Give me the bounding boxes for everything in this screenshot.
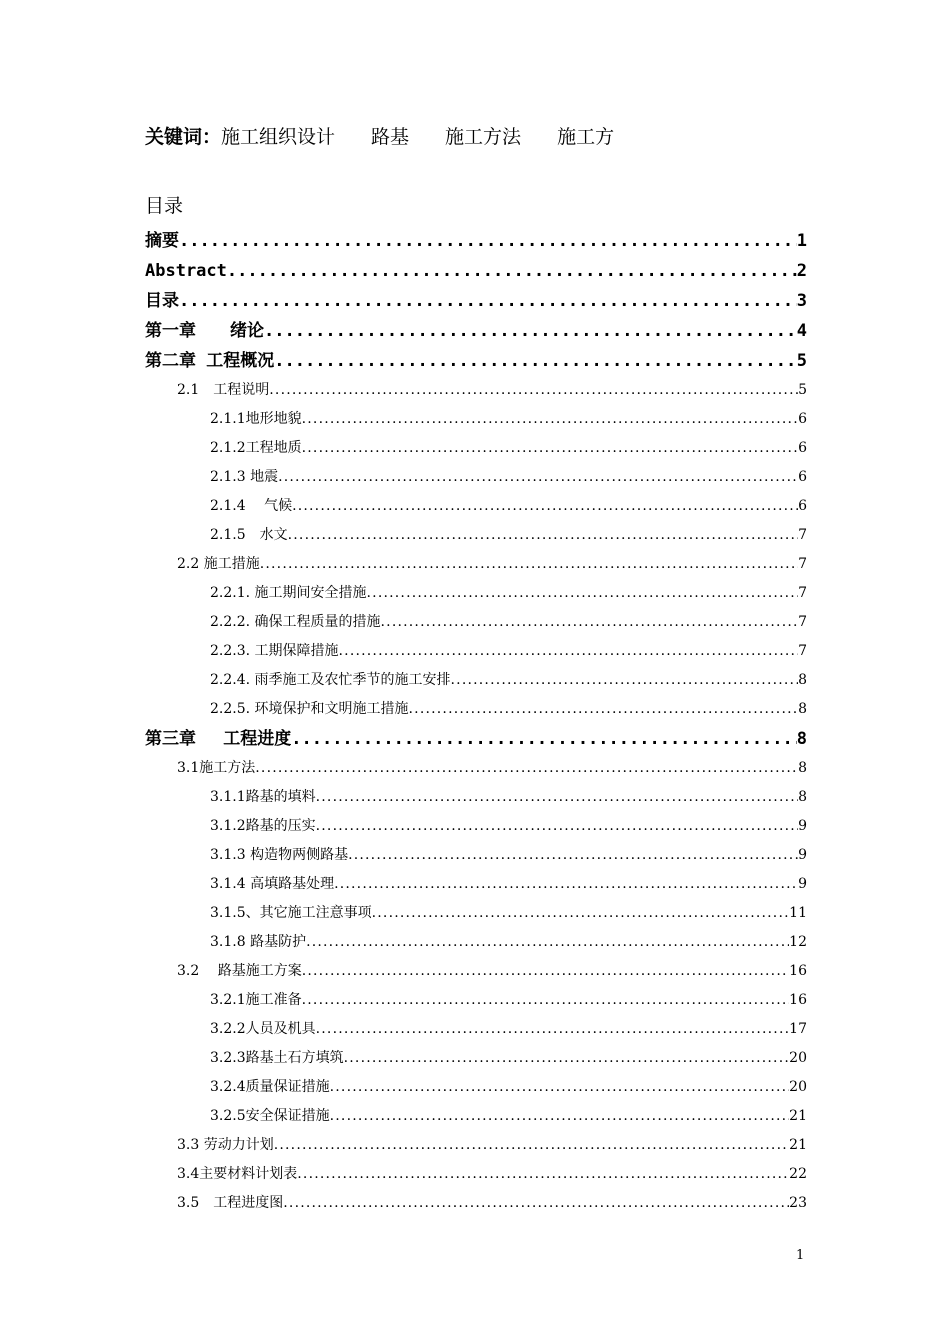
toc-entry[interactable] — [145, 812, 807, 841]
toc-entry-page: 7 — [798, 556, 807, 572]
toc-entry-page: 6 — [798, 498, 807, 514]
toc-entry-title: 3.2.2人员及机具 — [210, 1021, 316, 1037]
toc-entry[interactable] — [145, 1044, 807, 1073]
toc-entry-page: 6 — [798, 411, 807, 427]
toc-leader-dots — [179, 286, 797, 316]
keyword-item: 路基 — [371, 126, 410, 148]
toc-leader-dots — [344, 1044, 790, 1073]
toc-leader-dots — [330, 1073, 790, 1102]
toc-entry[interactable] — [145, 405, 807, 434]
toc-entry-title: 3.1.3 构造物两侧路基 — [210, 847, 349, 863]
toc-entry[interactable] — [145, 724, 807, 754]
toc-entry-title: 第二章 工程概况 — [145, 351, 275, 371]
toc-entry-title: 第三章 工程进度 — [145, 729, 292, 749]
toc-entry-page: 20 — [789, 1050, 807, 1066]
toc-leader-dots — [306, 928, 789, 957]
toc-entry[interactable] — [145, 286, 807, 316]
toc-entry-page: 1 — [796, 231, 807, 251]
toc-entry[interactable] — [145, 434, 807, 463]
toc-entry-page: 16 — [789, 963, 807, 979]
toc-leader-dots — [451, 666, 799, 695]
toc-entry-title: 目录 — [145, 291, 179, 311]
toc-entry[interactable] — [145, 346, 807, 376]
toc-entry-title: 3.2.5安全保证措施 — [210, 1108, 330, 1124]
toc-entry-title: 2.1.4 气候 — [210, 498, 293, 514]
toc-entry-title: 3.2.1施工准备 — [210, 992, 302, 1008]
toc-entry-title: Abstract — [145, 261, 227, 281]
toc-entry-page: 20 — [789, 1079, 807, 1095]
toc-entry[interactable] — [145, 1015, 807, 1044]
toc-entry-page: 7 — [798, 614, 807, 630]
toc-entry-title: 3.1.2路基的压实 — [210, 818, 316, 834]
toc-entry[interactable] — [145, 376, 807, 405]
toc-entry-page: 5 — [796, 351, 807, 371]
toc-entry-title: 3.4主要材料计划表 — [177, 1166, 298, 1182]
toc-leader-dots — [302, 434, 798, 463]
toc-leader-dots — [255, 754, 798, 783]
toc-leader-dots — [316, 812, 798, 841]
toc-entry[interactable] — [145, 226, 807, 256]
toc-entry[interactable] — [145, 550, 807, 579]
toc-entry[interactable] — [145, 1131, 807, 1160]
toc-entry[interactable] — [145, 957, 807, 986]
toc-leader-dots — [227, 256, 797, 286]
toc-entry-title: 2.2.5. 环境保护和文明施工措施 — [210, 701, 409, 717]
toc-entry-page: 9 — [798, 847, 807, 863]
toc-entry-title: 2.2.4. 雨季施工及农忙季节的施工安排 — [210, 672, 451, 688]
toc-entry-page: 7 — [798, 527, 807, 543]
toc-entry[interactable] — [145, 316, 807, 346]
toc-entry[interactable] — [145, 1073, 807, 1102]
toc-leader-dots — [316, 783, 798, 812]
toc-leader-dots — [302, 986, 790, 1015]
toc-entry-page: 8 — [798, 760, 807, 776]
keyword-item: 施工方 — [557, 126, 615, 148]
toc-entry-title: 第一章 绪论 — [145, 321, 264, 341]
toc-entry[interactable] — [145, 637, 807, 666]
toc-leader-dots — [367, 579, 799, 608]
toc-leader-dots — [381, 608, 799, 637]
toc-entry-title: 3.1.5、其它施工注意事项 — [210, 905, 372, 921]
toc-leader-dots — [302, 957, 789, 986]
toc-leader-dots — [409, 695, 799, 724]
toc-entry-title: 2.2.3. 工期保障措施 — [210, 643, 339, 659]
toc-leader-dots — [297, 1160, 789, 1189]
toc-entry[interactable] — [145, 463, 807, 492]
toc-leader-dots — [291, 724, 797, 754]
toc-leader-dots — [339, 637, 799, 666]
toc-entry-page: 8 — [798, 672, 807, 688]
toc-entry-page: 21 — [789, 1108, 807, 1124]
toc-leader-dots — [292, 492, 798, 521]
toc-entry-page: 11 — [789, 905, 807, 921]
toc-entry[interactable] — [145, 256, 807, 286]
toc-entry-title: 3.2 路基施工方案 — [177, 963, 302, 979]
toc-entry-title: 2.2 施工措施 — [177, 556, 260, 572]
toc-entry-page: 3 — [796, 291, 807, 311]
toc-entry-page: 7 — [798, 643, 807, 659]
toc-leader-dots — [348, 841, 798, 870]
toc-entry[interactable] — [145, 754, 807, 783]
toc-leader-dots — [316, 1015, 790, 1044]
toc-entry-title: 3.2.3路基土石方填筑 — [210, 1050, 344, 1066]
toc-entry-title: 3.5 工程进度图 — [177, 1195, 284, 1211]
toc-entry[interactable] — [145, 579, 807, 608]
toc-entry-page: 8 — [798, 789, 807, 805]
toc-entry-title: 2.1.2工程地质 — [210, 440, 302, 456]
toc-entry-title: 3.1.1路基的填料 — [210, 789, 316, 805]
toc-entry-page: 9 — [798, 876, 807, 892]
toc-entry[interactable] — [145, 666, 807, 695]
toc-entry-title: 2.1.5 水文 — [210, 527, 288, 543]
toc-entry-title: 2.2.2. 确保工程质量的措施 — [210, 614, 381, 630]
toc-leader-dots — [334, 870, 798, 899]
toc-entry-page: 7 — [798, 585, 807, 601]
toc-entry[interactable] — [145, 1102, 807, 1131]
toc-entry-page: 4 — [796, 321, 807, 341]
toc-entry-page: 9 — [798, 818, 807, 834]
toc-entry-page: 16 — [789, 992, 807, 1008]
toc-leader-dots — [260, 550, 798, 579]
toc-entry[interactable] — [145, 783, 807, 812]
toc-entry-title: 3.2.4质量保证措施 — [210, 1079, 330, 1095]
toc-leader-dots — [269, 376, 798, 405]
toc-entry-page: 22 — [789, 1166, 807, 1182]
toc-entry-page: 8 — [796, 729, 807, 749]
toc-leader-dots — [278, 463, 798, 492]
toc-entry-title: 2.1 工程说明 — [177, 382, 270, 398]
toc-entry-page: 8 — [798, 701, 807, 717]
toc-entry-title: 摘要 — [145, 231, 179, 251]
toc-entry-title: 3.1.8 路基防护 — [210, 934, 307, 950]
toc-entry-page: 5 — [798, 382, 807, 398]
keywords-line — [145, 124, 650, 150]
toc-entry[interactable] — [145, 492, 807, 521]
toc-entry-page: 23 — [789, 1195, 807, 1211]
toc-entry[interactable] — [145, 1160, 807, 1189]
toc-entry[interactable] — [145, 928, 807, 957]
toc-entry[interactable] — [145, 521, 807, 550]
toc-entry-title: 2.1.1地形地貌 — [210, 411, 302, 427]
toc-leader-dots — [283, 1189, 789, 1218]
page-number: 1 — [796, 1248, 805, 1263]
keywords-label: 关键词： — [145, 126, 222, 148]
toc-leader-dots — [372, 899, 790, 928]
toc-leader-dots — [179, 226, 797, 256]
toc-leader-dots — [264, 316, 797, 346]
toc-leader-dots — [302, 405, 798, 434]
toc-entry-title: 2.2.1. 施工期间安全措施 — [210, 585, 367, 601]
table-of-contents — [145, 226, 807, 1218]
keyword-item: 施工方法 — [445, 126, 522, 148]
toc-entry[interactable] — [145, 695, 807, 724]
toc-entry[interactable] — [145, 986, 807, 1015]
toc-entry-title: 3.1施工方法 — [177, 760, 256, 776]
toc-entry[interactable] — [145, 1189, 807, 1218]
toc-entry[interactable] — [145, 841, 807, 870]
toc-leader-dots — [288, 521, 798, 550]
toc-entry[interactable] — [145, 608, 807, 637]
toc-entry-page: 17 — [789, 1021, 807, 1037]
toc-leader-dots — [274, 346, 797, 376]
toc-leader-dots — [330, 1102, 790, 1131]
toc-entry[interactable] — [145, 870, 807, 899]
toc-entry-page: 12 — [789, 934, 807, 950]
toc-entry-title: 2.1.3 地震 — [210, 469, 279, 485]
keyword-item: 施工组织设计 — [221, 126, 336, 148]
toc-leader-dots — [274, 1131, 789, 1160]
toc-entry-page: 6 — [798, 440, 807, 456]
toc-entry-page: 2 — [796, 261, 807, 281]
toc-entry-title: 3.3 劳动力计划 — [177, 1137, 274, 1153]
toc-entry-page: 21 — [789, 1137, 807, 1153]
toc-entry-page: 6 — [798, 469, 807, 485]
toc-entry[interactable] — [145, 899, 807, 928]
toc-entry-title: 3.1.4 高填路基处理 — [210, 876, 335, 892]
toc-title: 目录 — [145, 195, 184, 217]
